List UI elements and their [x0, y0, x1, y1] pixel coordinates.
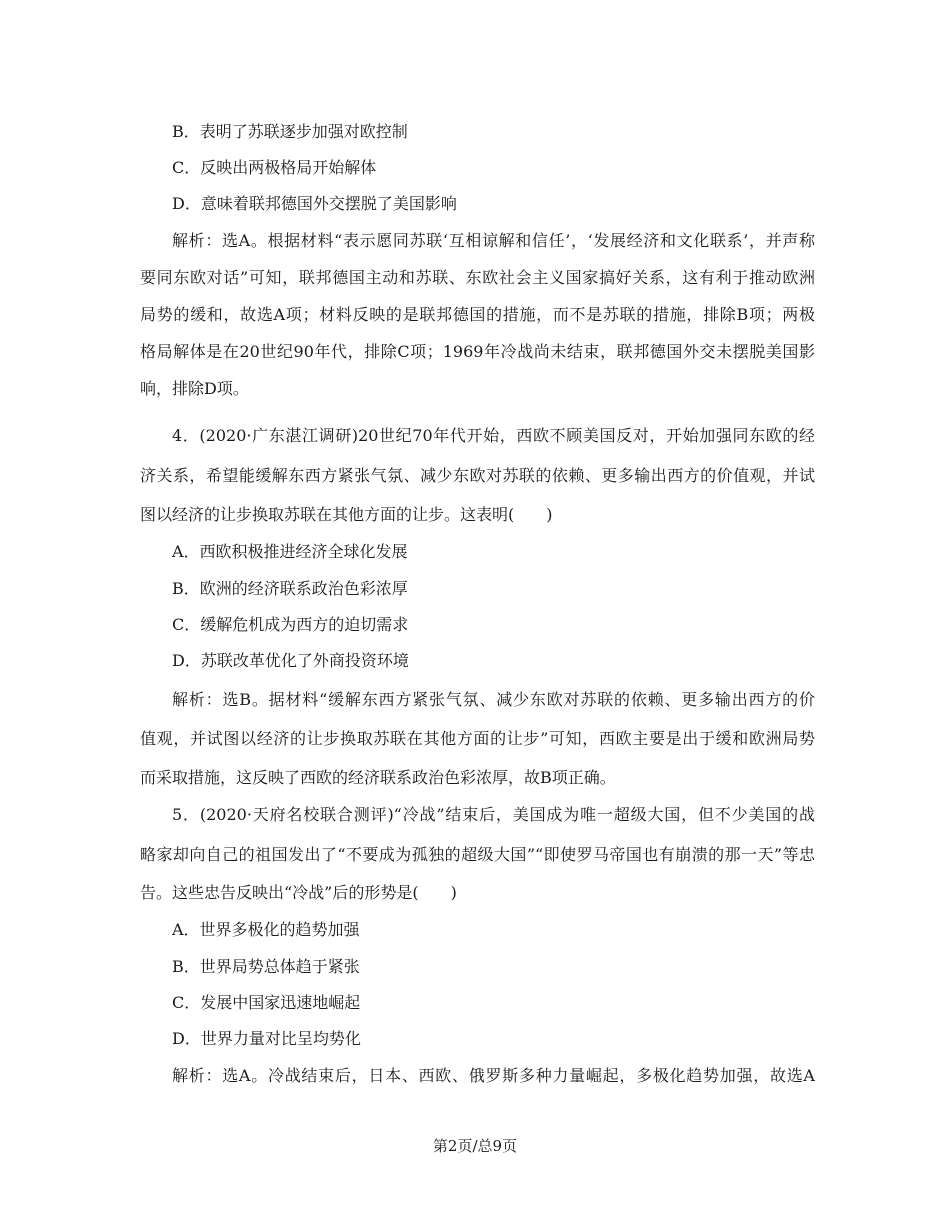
option-b-q3: B．表明了苏联逐步加强对欧控制	[172, 122, 408, 141]
option-c-q3: C．反映出两极格局开始解体	[172, 158, 377, 177]
analysis-q3-line-5: 响，排除D项。	[140, 379, 249, 398]
analysis-q3-line-1: 解析：选A。根据材料“表示愿同苏联‘互相谅解和信任’，‘发展经济和文化联系’，并声称	[172, 231, 815, 250]
option-b-q4: B．欧洲的经济联系政治色彩浓厚	[172, 579, 408, 598]
analysis-q5-line-1: 解析：选A。冷战结束后，日本、西欧、俄罗斯多种力量崛起，多极化趋势加强，故选A	[172, 1066, 815, 1085]
analysis-q3-line-2: 要同东欧对话”可知，联邦德国主动和苏联、东欧社会主义国家搞好关系，这有利于推动欧洲	[140, 268, 815, 287]
question-4-line-2: 济关系，希望能缓解东西方紧张气氛、减少东欧对苏联的依赖、更多输出西方的价值观，并试	[140, 466, 815, 485]
option-d-q3: D．意味着联邦德国外交摆脱了美国影响	[172, 194, 457, 213]
option-c-q5: C．发展中国家迅速地崛起	[172, 993, 361, 1012]
option-a-q5: A．世界多极化的趋势加强	[172, 920, 360, 939]
question-5-line-2: 略家却向自己的祖国发出了“不要成为孤独的超级大国”“即使罗马帝国也有崩溃的那一天”等忠	[140, 845, 815, 864]
option-a-q4: A．西欧积极推进经济全球化发展	[172, 542, 408, 561]
question-4-line-1: 4．(2020·广东湛江调研)20世纪70年代开始，西欧不顾美国反对，开始加强同东欧的经	[172, 426, 815, 445]
option-c-q4: C．缓解危机成为西方的迫切需求	[172, 615, 409, 634]
analysis-q4-line-1: 解析：选B。据材料“缓解东西方紧张气氛、减少东欧对苏联的依赖、更多输出西方的价	[172, 690, 815, 709]
analysis-q4-line-3: 而采取措施，这反映了西欧的经济联系政治色彩浓厚，故B项正确。	[140, 768, 616, 787]
page-footer: 第2页/总9页	[432, 1137, 518, 1155]
question-4-line-3: 图以经济的让步换取苏联在其他方面的让步。这表明( )	[140, 505, 553, 524]
option-d-q4: D．苏联改革优化了外商投资环境	[172, 651, 409, 670]
question-5-line-3: 告。这些忠告反映出“冷战”后的形势是( )	[140, 883, 457, 902]
question-5-line-1: 5．(2020·天府名校联合测评)“冷战”结束后，美国成为唯一超级大国，但不少美国的战	[172, 805, 815, 824]
analysis-q3-line-3: 局势的缓和，故选A项；材料反映的是联邦德国的措施，而不是苏联的措施，排除B项；两极	[140, 305, 815, 324]
option-d-q5: D．世界力量对比呈均势化	[172, 1029, 361, 1048]
analysis-q3-line-4: 格局解体是在20世纪90年代，排除C项；1969年冷战尚未结束，联邦德国外交未摆脱美国影	[140, 342, 815, 361]
option-b-q5: B．世界局势总体趋于紧张	[172, 957, 360, 976]
analysis-q4-line-2: 值观，并试图以经济的让步换取苏联在其他方面的让步”可知，西欧主要是出于缓和欧洲局势	[140, 729, 815, 748]
